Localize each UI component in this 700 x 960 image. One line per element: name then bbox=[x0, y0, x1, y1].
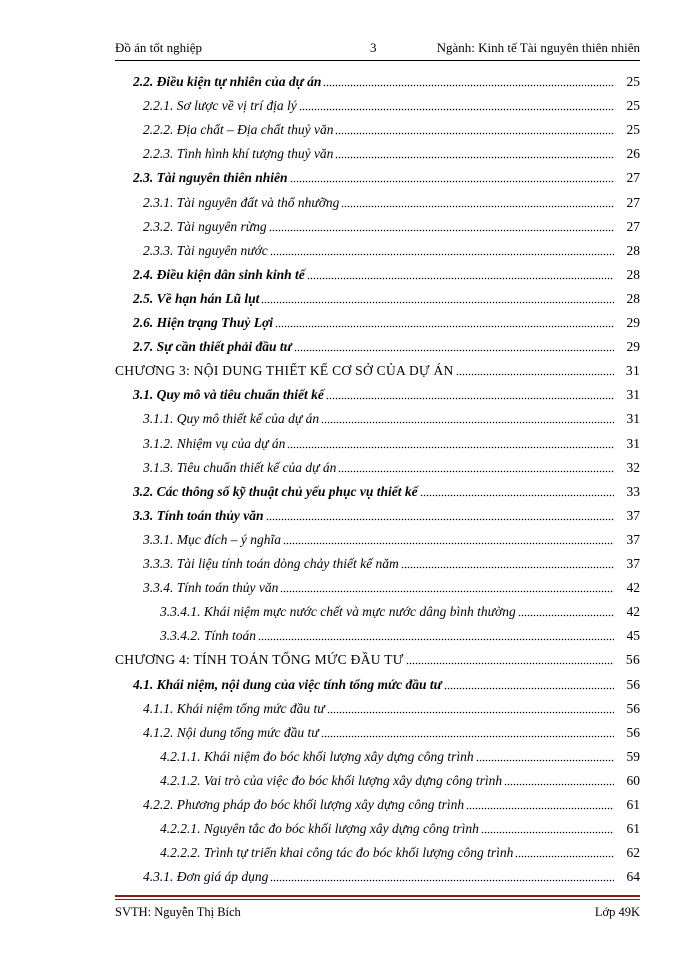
toc-entry-page: 32 bbox=[626, 459, 640, 475]
toc-entry bbox=[115, 793, 640, 813]
toc-dot-leader bbox=[299, 97, 614, 111]
toc-entry-title: 2.3.2. Tài nguyên rừng bbox=[143, 218, 267, 234]
toc-entry bbox=[115, 673, 640, 693]
toc-entry bbox=[115, 70, 640, 90]
toc-entry bbox=[115, 648, 640, 668]
toc-entry-page: 27 bbox=[626, 170, 640, 186]
toc-dot-leader bbox=[280, 579, 614, 593]
toc-entry-page: 56 bbox=[626, 724, 640, 740]
toc-entry bbox=[115, 841, 640, 861]
toc-entry-title: 3.3.4.1. Khái niệm mực nước chết và mực nước dâng bình thường bbox=[160, 604, 516, 620]
header-rule bbox=[115, 60, 640, 61]
toc-entry bbox=[115, 745, 640, 765]
toc-entry-page: 45 bbox=[626, 628, 640, 644]
toc-dot-leader bbox=[269, 218, 614, 232]
toc-entry bbox=[115, 552, 640, 572]
toc-entry-title: 4.2.1.2. Vai trò của việc đo bóc khối lượng xây dựng công trình bbox=[160, 772, 503, 788]
toc-entry bbox=[115, 359, 640, 379]
toc-entry-page: 42 bbox=[626, 580, 640, 596]
toc-entry-title: 2.4. Điều kiện dân sinh kinh tế bbox=[133, 266, 305, 282]
toc-dot-leader bbox=[266, 507, 614, 521]
toc-entry-page: 62 bbox=[626, 845, 640, 861]
toc-entry-title: 2.3.3. Tài nguyên nước bbox=[143, 242, 268, 258]
toc-dot-leader bbox=[290, 169, 614, 183]
toc-dot-leader bbox=[518, 603, 614, 617]
header-major: Ngành: Kinh tế Tài nguyên thiên nhiên bbox=[436, 40, 640, 55]
toc-entry-title: 2.2. Điều kiện tự nhiên của dự án bbox=[133, 74, 322, 89]
toc-entry-page: 25 bbox=[626, 98, 640, 114]
footer-student: SVTH: Nguyễn Thị Bích bbox=[115, 905, 241, 919]
toc-entry-page: 56 bbox=[625, 652, 640, 668]
toc-dot-leader bbox=[321, 724, 614, 738]
toc-entry-page: 29 bbox=[626, 315, 640, 330]
toc-entry-title: 2.3. Tài nguyên thiên nhiên bbox=[133, 170, 288, 186]
toc-entry bbox=[115, 769, 640, 789]
toc-dot-leader bbox=[481, 820, 614, 834]
toc-dot-leader bbox=[270, 242, 614, 256]
toc-dot-leader bbox=[321, 410, 614, 424]
toc-entry bbox=[115, 432, 640, 452]
toc-entry-title: CHƯƠNG 4: TÍNH TOÁN TỔNG MỨC ĐẦU TƯ bbox=[115, 652, 404, 668]
toc-entry bbox=[115, 191, 640, 211]
toc-entry-page: 37 bbox=[626, 556, 640, 571]
toc-dot-leader bbox=[294, 338, 614, 352]
page-footer bbox=[115, 905, 640, 921]
toc-entry-title: CHƯƠNG 3: NỘI DUNG THIẾT KẾ CƠ SỞ CỦA DỰ ÁN bbox=[115, 363, 454, 379]
toc-entry-page: 27 bbox=[626, 218, 640, 234]
toc-entry-page: 59 bbox=[626, 748, 640, 764]
toc-entry bbox=[115, 94, 640, 114]
toc-entry-page: 31 bbox=[625, 363, 640, 379]
toc-entry bbox=[115, 287, 640, 307]
toc-entry-title: 2.6. Hiện trạng Thuỷ Lợi bbox=[133, 315, 274, 330]
toc-dot-leader bbox=[327, 700, 614, 714]
toc-entry-title: 4.1.2. Nội dung tổng mức đầu tư bbox=[143, 724, 319, 740]
toc-entry bbox=[115, 576, 640, 596]
toc-entry bbox=[115, 480, 640, 500]
toc-entry-title: 3.2. Các thông số kỹ thuật chủ yếu phục vụ thiết kế bbox=[133, 483, 418, 499]
toc-dot-leader bbox=[326, 386, 614, 400]
toc-entry bbox=[115, 865, 640, 885]
toc-entry-page: 56 bbox=[626, 676, 640, 692]
toc-entry bbox=[115, 383, 640, 403]
toc-entry-title: 3.3.3. Tài liệu tính toán dòng chảy thiết kế năm bbox=[143, 556, 399, 571]
toc-entry bbox=[115, 624, 640, 644]
toc-dot-leader bbox=[338, 459, 614, 473]
toc-entry-page: 28 bbox=[626, 266, 640, 282]
toc-entry-page: 64 bbox=[626, 869, 640, 885]
toc-entry bbox=[115, 528, 640, 548]
toc-dot-leader bbox=[261, 290, 614, 304]
toc-entry bbox=[115, 407, 640, 427]
toc-entry-title: 4.2.2. Phương pháp đo bóc khối lượng xây dựng công trình bbox=[143, 797, 465, 812]
toc-entry-page: 60 bbox=[626, 772, 640, 788]
toc-entry-page: 25 bbox=[626, 122, 640, 138]
toc-entry bbox=[115, 697, 640, 717]
header-title: Đồ án tốt nghiệp bbox=[115, 40, 203, 55]
toc-dot-leader bbox=[476, 748, 614, 762]
toc-entry-title: 4.1. Khái niệm, nội dung của việc tính tổng mức đầu tư bbox=[133, 676, 442, 692]
toc-dot-leader bbox=[307, 266, 614, 280]
toc-entry bbox=[115, 263, 640, 283]
toc-dot-leader bbox=[456, 362, 614, 376]
toc-entry-title: 2.7. Sự cần thiết phải đầu tư bbox=[133, 339, 292, 355]
footer-rule-thin bbox=[115, 899, 640, 900]
toc-entry-title: 2.3.1. Tài nguyên đất và thổ nhưỡng bbox=[143, 194, 340, 210]
toc-dot-leader bbox=[515, 844, 614, 858]
footer-class: Lớp 49K bbox=[594, 905, 640, 919]
toc-entry bbox=[115, 215, 640, 235]
toc-entry bbox=[115, 335, 640, 355]
toc-dot-leader bbox=[283, 531, 614, 545]
toc-entry bbox=[115, 311, 640, 331]
toc-entry bbox=[115, 817, 640, 837]
toc-entry-page: 27 bbox=[626, 194, 640, 210]
toc-entry bbox=[115, 504, 640, 524]
toc-dot-leader bbox=[341, 194, 614, 208]
toc-entry-title: 2.2.2. Địa chất – Địa chất thuỷ văn bbox=[143, 122, 334, 138]
toc-entry-title: 4.3.1. Đơn giá áp dụng bbox=[143, 869, 269, 885]
toc-entry-title: 4.2.2.1. Nguyên tắc đo bóc khối lượng xây dựng công trình bbox=[160, 821, 479, 837]
toc-dot-leader bbox=[335, 145, 614, 159]
toc-dot-leader bbox=[401, 555, 614, 569]
toc-entry bbox=[115, 456, 640, 476]
toc-dot-leader bbox=[323, 73, 614, 87]
toc-dot-leader bbox=[420, 483, 614, 497]
toc-dot-leader bbox=[258, 627, 614, 641]
header-page-number: 3 bbox=[370, 40, 377, 55]
toc-entry-page: 26 bbox=[626, 146, 640, 162]
toc-entry-page: 31 bbox=[626, 411, 640, 427]
toc-dot-leader bbox=[504, 772, 614, 786]
toc-entry-page: 31 bbox=[626, 435, 640, 451]
toc-dot-leader bbox=[466, 796, 614, 810]
toc-entry-title: 4.2.2.2. Trình tự triển khai công tác đo bóc khối lượng công trình bbox=[160, 845, 514, 861]
toc-entry-page: 61 bbox=[626, 821, 640, 837]
toc-entry-page: 37 bbox=[626, 531, 640, 547]
toc-entry-page: 31 bbox=[626, 387, 640, 403]
toc-entry bbox=[115, 118, 640, 138]
toc-entry-page: 28 bbox=[626, 242, 640, 258]
toc-entry bbox=[115, 721, 640, 741]
toc-entry bbox=[115, 166, 640, 186]
toc-entry-title: 3.1.1. Quy mô thiết kế của dự án bbox=[143, 411, 320, 427]
toc-dot-leader bbox=[275, 314, 614, 328]
toc-entry-page: 28 bbox=[626, 290, 640, 306]
toc-entry-title: 3.3. Tính toán thủy văn bbox=[133, 507, 264, 523]
toc-entry-title: 3.1. Quy mô và tiêu chuẩn thiết kế bbox=[133, 387, 324, 403]
toc-entry-title: 3.3.4.2. Tính toán bbox=[160, 628, 257, 644]
toc-dot-leader bbox=[335, 121, 614, 135]
toc-entry-page: 56 bbox=[626, 700, 640, 716]
toc-entry-page: 42 bbox=[626, 604, 640, 620]
footer-rule-thick bbox=[115, 895, 640, 897]
toc-dot-leader bbox=[270, 868, 614, 882]
toc-entry bbox=[115, 142, 640, 162]
toc-entry-page: 61 bbox=[626, 797, 640, 812]
toc-entry-page: 33 bbox=[626, 483, 640, 499]
toc-entry-title: 2.5. Về hạn hán Lũ lụt bbox=[133, 290, 260, 306]
toc-entry-page: 37 bbox=[626, 507, 640, 523]
toc-entry-title: 3.1.2. Nhiệm vụ của dự án bbox=[143, 435, 286, 451]
toc-entry-page: 29 bbox=[626, 339, 640, 355]
toc-entry-title: 3.3.1. Mục đích – ý nghĩa bbox=[143, 531, 281, 547]
toc-entry-title: 2.2.1. Sơ lược về vị trí địa lý bbox=[143, 98, 297, 114]
toc-dot-leader bbox=[444, 676, 614, 690]
toc-dot-leader bbox=[287, 435, 614, 449]
toc-entry-title: 3.3.4. Tính toán thủy văn bbox=[143, 580, 279, 596]
toc-entry-title: 4.1.1. Khái niệm tổng mức đầu tư bbox=[143, 700, 325, 716]
toc-entry-title: 3.1.3. Tiêu chuẩn thiết kế của dự án bbox=[143, 459, 337, 475]
toc-entry-title: 2.2.3. Tình hình khí tượng thuỷ văn bbox=[143, 146, 334, 162]
toc-entry bbox=[115, 600, 640, 620]
toc-entry-title: 4.2.1.1. Khái niệm đo bóc khối lượng xây dựng công trình bbox=[160, 748, 474, 764]
page-header bbox=[115, 40, 640, 58]
toc-entry bbox=[115, 239, 640, 259]
toc-entry-page: 25 bbox=[626, 74, 640, 89]
toc-dot-leader bbox=[406, 651, 614, 665]
